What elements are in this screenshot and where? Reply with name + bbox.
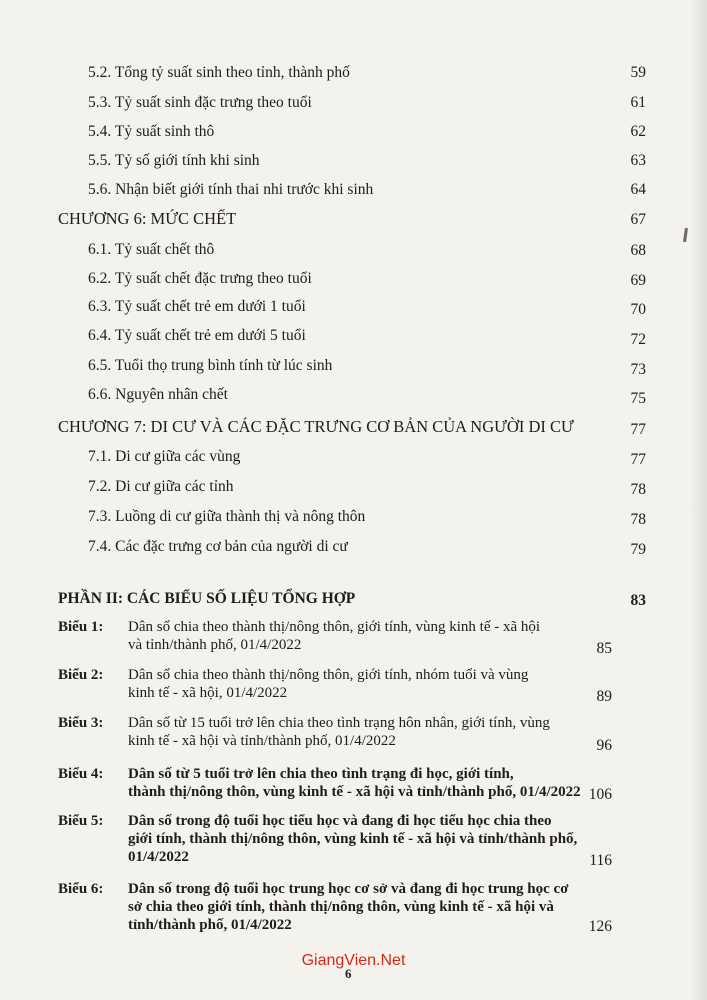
table-title-2-line-1: Dân số chia theo thành thị/nông thôn, giới tính, nhóm tuổi và vùng — [128, 667, 529, 683]
toc-entry-6-2: 6.2. Tỷ suất chết đặc trưng theo tuổi — [88, 270, 312, 287]
table-title-2-line-2: kinh tế - xã hội, 01/4/2022 — [128, 685, 288, 701]
table-title-3-line-2: kinh tế - xã hội và tỉnh/thành phố, 01/4/2022 — [128, 733, 396, 749]
table-label-5: Biểu 5: — [58, 813, 104, 829]
table-label-6: Biểu 6: — [58, 881, 104, 897]
toc-page-6-2: 69 — [630, 272, 646, 289]
table-title-1-line-2: và tỉnh/thành phố, 01/4/2022 — [128, 637, 302, 653]
toc-part-2: PHẦN II: CÁC BIỂU SỐ LIỆU TỔNG HỢP — [58, 590, 356, 607]
table-title-4-line-1: Dân số từ 5 tuổi trở lên chia theo tình trạng đi học, giới tính, — [128, 766, 514, 782]
toc-chapter-6: CHƯƠNG 6: MỨC CHẾT — [58, 209, 237, 228]
table-title-4 — [128, 765, 600, 801]
toc-page-7-1: 77 — [630, 451, 646, 468]
table-title-6-line-3: tỉnh/thành phố, 01/4/2022 — [128, 917, 292, 933]
table-title-6 — [128, 880, 600, 934]
table-title-6-line-2: sở chia theo giới tính, thành thị/nông thôn, vùng kinh tế - xã hội và — [128, 899, 554, 915]
toc-page-chapter-7: 77 — [630, 421, 646, 438]
toc-entry-7-2: 7.2. Di cư giữa các tỉnh — [88, 478, 234, 495]
page-number: 6 — [345, 966, 352, 981]
scan-mark — [683, 228, 688, 242]
toc-page-6-4: 72 — [630, 331, 646, 348]
table-title-5-line-2: giới tính, thành thị/nông thôn, vùng kinh tế - xã hội và tỉnh/thành phố, — [128, 831, 578, 847]
table-page-6: 126 — [588, 918, 612, 935]
toc-page-7-2: 78 — [630, 481, 646, 498]
toc-entry-6-6: 6.6. Nguyên nhân chết — [88, 386, 228, 403]
table-label-3: Biểu 3: — [58, 715, 104, 731]
table-page-3: 96 — [596, 737, 612, 754]
toc-entry-5-6: 5.6. Nhận biết giới tính thai nhi trước khi sinh — [88, 181, 374, 198]
toc-entry-7-1: 7.1. Di cư giữa các vùng — [88, 448, 241, 465]
table-label-1: Biểu 1: — [58, 619, 104, 635]
table-title-3-line-1: Dân số từ 15 tuổi trở lên chia theo tình trạng hôn nhân, giới tính, vùng — [128, 715, 550, 731]
table-title-1-line-1: Dân số chia theo thành thị/nông thôn, giới tính, vùng kinh tế - xã hội — [128, 619, 541, 635]
toc-page-6-6: 75 — [630, 390, 646, 407]
toc-entry-5-3: 5.3. Tỷ suất sinh đặc trưng theo tuổi — [88, 94, 312, 111]
footer — [0, 952, 707, 970]
toc-page-6-1: 68 — [630, 242, 646, 259]
watermark: GiangVien.Net — [301, 952, 406, 969]
toc-page-5-2: 59 — [630, 64, 646, 81]
toc-page-6-5: 73 — [630, 361, 646, 378]
table-title-6-line-1: Dân số trong độ tuổi học trung học cơ sở và đang đi học trung học cơ — [128, 881, 569, 897]
toc-page-chapter-6: 67 — [630, 211, 646, 228]
toc-page-part-2: 83 — [630, 592, 646, 609]
toc-entry-6-5: 6.5. Tuổi thọ trung bình tính từ lúc sinh — [88, 357, 333, 374]
toc-entry-7-4: 7.4. Các đặc trưng cơ bản của người di cư — [88, 538, 348, 555]
table-page-1: 85 — [596, 640, 612, 657]
toc-entry-5-4: 5.4. Tỷ suất sinh thô — [88, 123, 215, 140]
toc-entry-5-5: 5.5. Tỷ số giới tính khi sinh — [88, 152, 260, 169]
table-title-3 — [128, 714, 600, 750]
page-edge-shadow — [689, 0, 707, 1000]
toc-entry-5-2: 5.2. Tổng tỷ suất sinh theo tỉnh, thành phố — [88, 64, 350, 81]
toc-entry-6-1: 6.1. Tỷ suất chết thô — [88, 241, 215, 258]
table-label-2: Biểu 2: — [58, 667, 104, 683]
table-page-4: 106 — [588, 786, 612, 803]
table-page-2: 89 — [596, 688, 612, 705]
toc-page-5-6: 64 — [630, 181, 646, 198]
toc-entry-7-3: 7.3. Luồng di cư giữa thành thị và nông thôn — [88, 508, 366, 525]
toc-page-5-5: 63 — [630, 152, 646, 169]
table-label-4: Biểu 4: — [58, 766, 104, 782]
table-title-5-line-1: Dân số trong độ tuổi học tiểu học và đang đi học tiểu học chia theo — [128, 813, 552, 829]
table-title-5 — [128, 812, 600, 866]
toc-page-5-4: 62 — [630, 123, 646, 140]
toc-page-7-3: 78 — [630, 511, 646, 528]
toc-entry-6-3: 6.3. Tỷ suất chết trẻ em dưới 1 tuổi — [88, 298, 306, 315]
table-title-1 — [128, 618, 600, 654]
table-title-2 — [128, 666, 600, 702]
toc-entry-6-4: 6.4. Tỷ suất chết trẻ em dưới 5 tuổi — [88, 327, 306, 344]
toc-page-7-4: 79 — [630, 541, 646, 558]
toc-page-6-3: 70 — [630, 301, 646, 318]
table-title-5-line-3: 01/4/2022 — [128, 849, 189, 865]
table-title-4-line-2: thành thị/nông thôn, vùng kinh tế - xã hội và tỉnh/thành phố, 01/4/2022 — [128, 784, 581, 800]
toc-chapter-7: CHƯƠNG 7: DI CƯ VÀ CÁC ĐẶC TRƯNG CƠ BẢN CỦA NGƯỜI DI CƯ — [58, 417, 574, 436]
toc-page-5-3: 61 — [630, 94, 646, 111]
table-page-5: 116 — [589, 852, 612, 869]
